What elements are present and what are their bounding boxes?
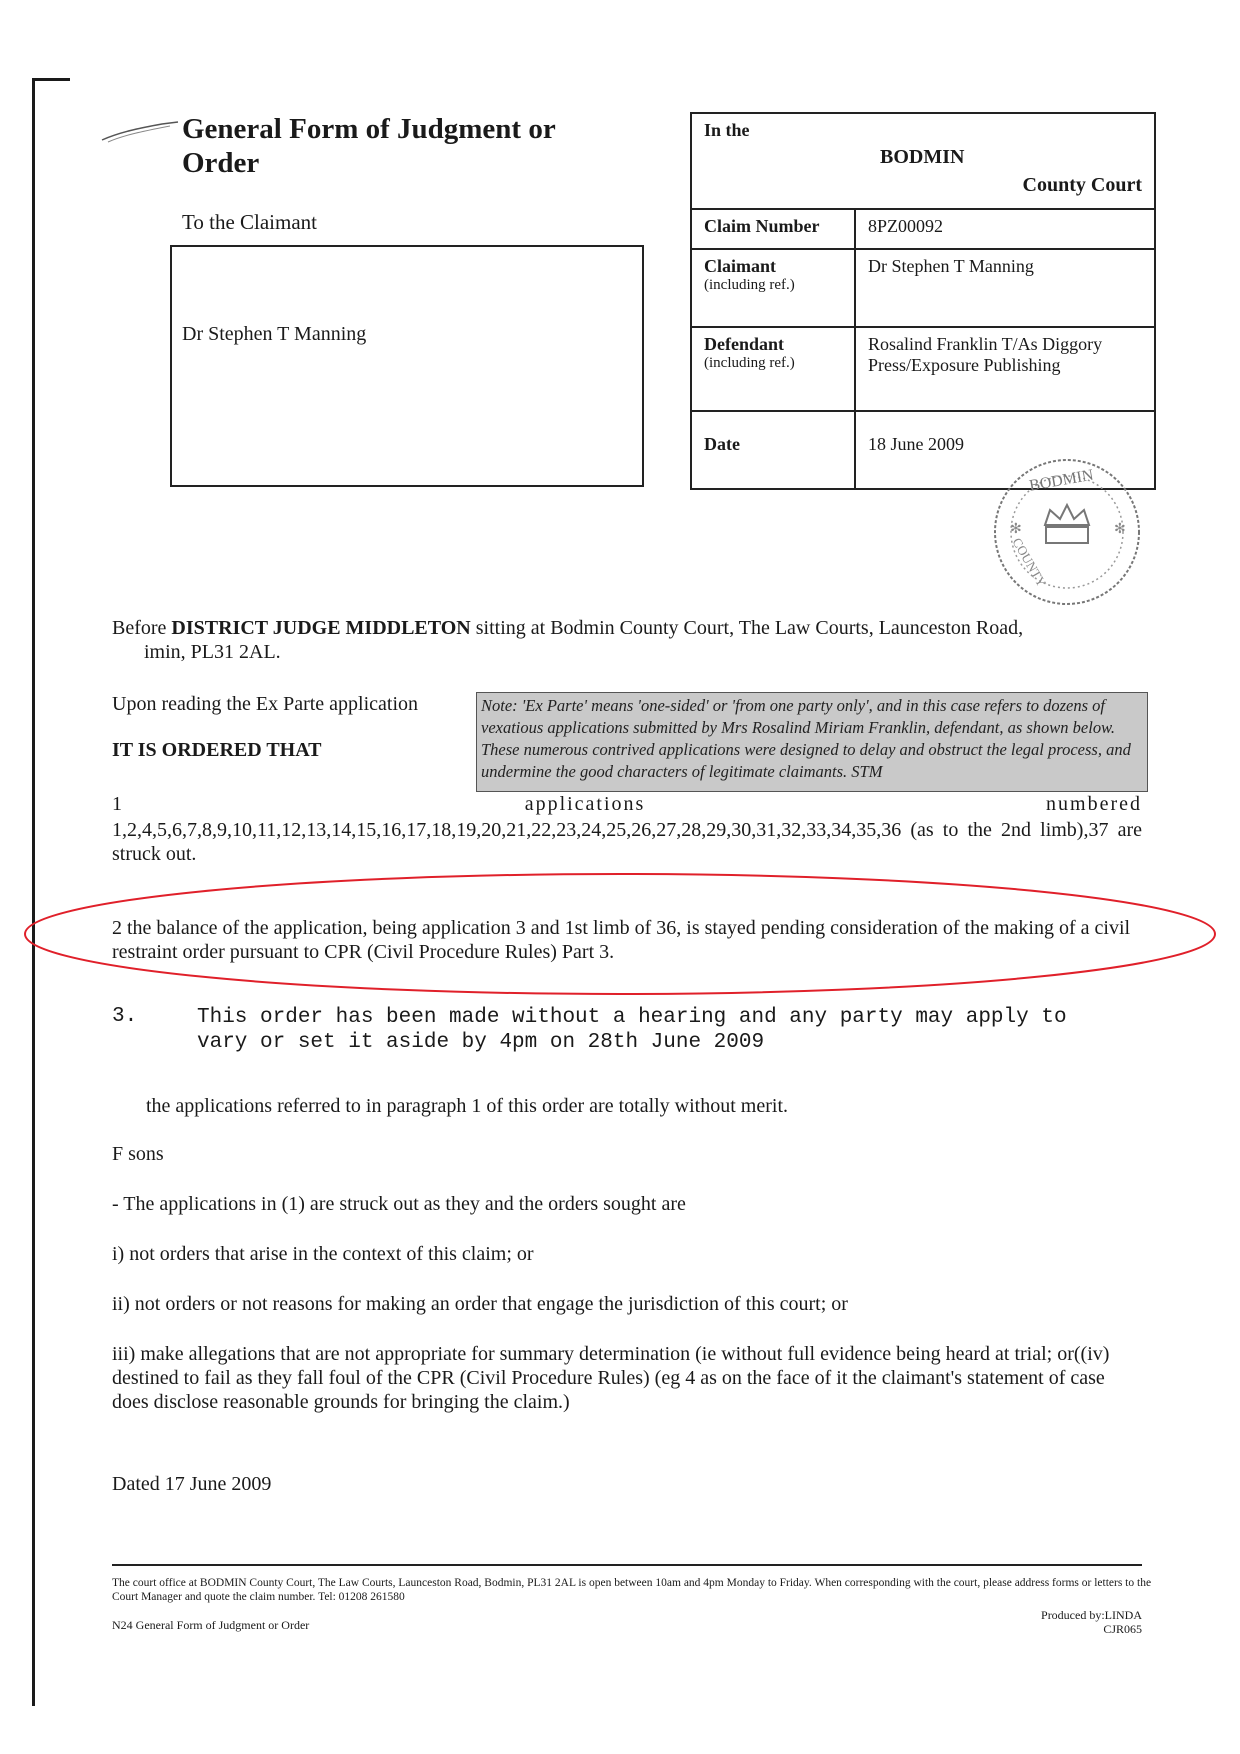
claimant-address-box <box>170 245 644 487</box>
before-prefix: Before <box>112 617 172 639</box>
court-name: BODMIN <box>880 146 965 168</box>
annotation-note-box: Note: 'Ex Parte' means 'one-sided' or 'from one party only', and in this case refers to dozens of vexatious applications submitted by Mrs Rosalind Miriam Franklin, defendant, as shown below. These numerous contrived applications were designed to delay and obstruct the legal process, and undermine the good characters of legitimate claimants. STM <box>476 692 1148 792</box>
before-judge-paragraph <box>112 616 1142 664</box>
reason-iii: iii) make allegations that are not appropriate for summary determination (ie without full evidence being heard at trial; or((iv) destined to fail as they fall foul of the CPR (Civil Procedure Rules) (eg 4 as on the face of it the claimant's statement of case does disclose reasonable grounds for bringing the claim.) <box>112 1343 1110 1413</box>
court-header-cell <box>691 113 1155 209</box>
form-code: CJR065 <box>1103 1622 1142 1636</box>
before-line2: imin, PL31 2AL. <box>144 641 281 663</box>
defendant-value: Rosalind Franklin T/As Diggory Press/Exposure Publishing <box>868 334 1103 375</box>
para3-typed-order: This order has been made without a hearing and any party may apply to vary or set it aside by 4pm on 28th June 2009 <box>197 1006 1067 1054</box>
claimant-value: Dr Stephen T Manning <box>868 256 1034 276</box>
upon-reading-text: Upon reading the Ex Parte application <box>112 693 419 715</box>
to-claimant-label: To the Claimant <box>182 210 318 234</box>
pen-scribble-icon <box>100 118 180 146</box>
defendant-sublabel: (including ref.) <box>704 355 795 371</box>
claim-number-label: Claim Number <box>704 216 820 236</box>
reason-ii: ii) not orders or not reasons for making an order that engage the jurisdiction of this court; or <box>112 1293 848 1315</box>
it-is-ordered-heading: IT IS ORDERED THAT <box>112 739 322 761</box>
reason-intro: - The applications in (1) are struck out as they and the orders sought are <box>112 1193 686 1215</box>
court-type: County Court <box>1022 174 1142 196</box>
claimant-label: Claimant <box>704 256 776 276</box>
para1-line1: 1 applications numbered <box>112 793 1142 815</box>
svg-text:BODMIN: BODMIN <box>1028 466 1095 495</box>
court-seal-stamp <box>990 455 1145 610</box>
dated-text: Dated 17 June 2009 <box>112 1473 272 1495</box>
without-merit-text: the applications referred to in paragraph 1 of this order are totally without merit. <box>146 1095 789 1117</box>
footer-rule <box>112 1564 1142 1566</box>
defendant-row <box>691 327 1155 411</box>
reason-i: i) not orders that arise in the context of this claim; or <box>112 1243 534 1265</box>
court-details-table <box>690 112 1156 490</box>
judge-name: DISTRICT JUDGE MIDDLETON <box>171 617 471 639</box>
date-value: 18 June 2009 <box>868 434 964 454</box>
claimant-address-name: Dr Stephen T Manning <box>182 323 367 345</box>
svg-text:COUNTY: COUNTY <box>1009 535 1050 590</box>
footer-form-name: N24 General Form of Judgment or Order <box>112 1618 310 1632</box>
para2-stayed-text: 2 the balance of the application, being application 3 and 1st limb of 36, is stayed pending consideration of the making of a civil restraint order pursuant to CPR (Civil Procedure Rules) Part 3. <box>112 917 1131 963</box>
before-suffix: sitting at Bodmin County Court, The Law Courts, Launceston Road, <box>470 617 1024 639</box>
footer-produced-by <box>1000 1608 1142 1636</box>
left-margin-tick <box>32 78 70 81</box>
svg-text:✻: ✻ <box>1010 522 1022 537</box>
date-label: Date <box>704 434 740 454</box>
svg-text:✻: ✻ <box>1114 522 1126 537</box>
claim-number-value: 8PZ00092 <box>868 216 944 236</box>
para1-line2: 1,2,4,5,6,7,8,9,10,11,12,13,14,15,16,17,18,19,20,21,22,23,24,25,26,27,28,29,30,31,32,33,34,35,36 (as to the 2nd limb),37 are struck out. <box>112 819 1142 865</box>
claimant-sublabel: (including ref.) <box>704 277 795 293</box>
claimant-row <box>691 249 1155 327</box>
in-the-label: In the <box>704 120 750 140</box>
claim-number-row <box>691 209 1155 249</box>
produced-by-text: Produced by:LINDA <box>1041 1608 1142 1622</box>
defendant-label: Defendant <box>704 334 784 354</box>
reasons-heading: F sons <box>112 1143 164 1165</box>
form-title: General Form of Judgment or Order <box>182 113 556 179</box>
footer-office-text: The court office at BODMIN County Court, The Law Courts, Launceston Road, Bodmin, PL31 2AL is open between 10am and 4pm Monday to Friday. When corresponding with the court, please address forms or letters to the Court Manager and quote the claim number. Tel: 01208 261580 <box>112 1577 1152 1603</box>
para3-number: 3. <box>112 1005 138 1028</box>
